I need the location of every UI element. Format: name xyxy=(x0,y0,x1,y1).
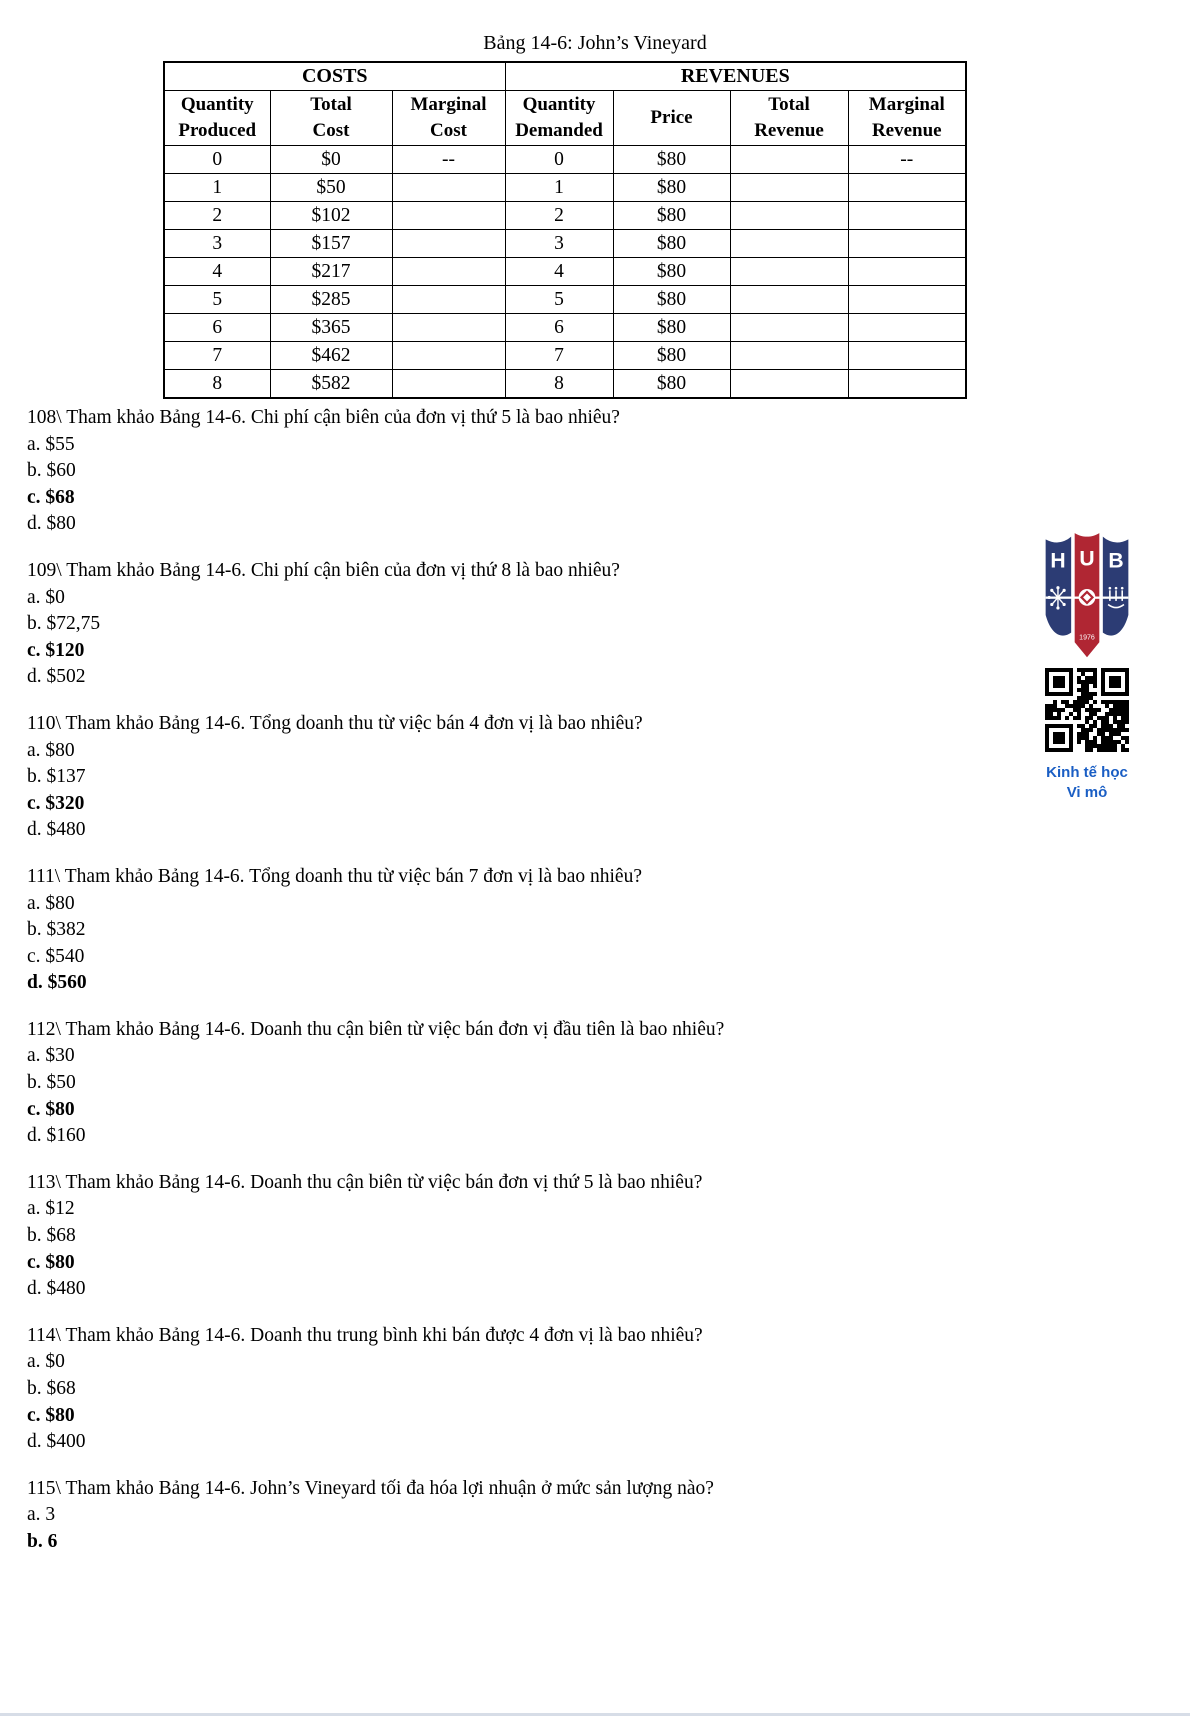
answer-option: b. $50 xyxy=(27,1072,76,1094)
table-cell: 1 xyxy=(505,174,613,202)
question-text: 115\ Tham khảo Bảng 14-6. John’s Vineyard tối đa hóa lợi nhuận ở mức sản lượng nào? xyxy=(27,1477,714,1499)
logo-caption-line1: Kinh tế học xyxy=(1046,764,1128,781)
question-108 xyxy=(27,405,1190,538)
logo-caption xyxy=(1032,763,1142,804)
diamond-emblem-icon xyxy=(1079,589,1096,606)
answer-option: a. 3 xyxy=(27,1504,56,1526)
logo-year: 1976 xyxy=(1079,634,1095,642)
answer-option: a. $0 xyxy=(27,586,65,608)
question-text: 112\ Tham khảo Bảng 14-6. Doanh thu cận biên từ việc bán đơn vị đầu tiên là bao nhiêu? xyxy=(27,1018,725,1040)
question-text: 111\ Tham khảo Bảng 14-6. Tổng doanh thu từ việc bán 7 đơn vị là bao nhiêu? xyxy=(27,865,642,887)
table-row xyxy=(164,202,966,230)
table-cell: $365 xyxy=(270,314,392,342)
table-cell xyxy=(392,230,505,258)
answer-option: b. $72,75 xyxy=(27,613,101,635)
logo-letter-h: H xyxy=(1050,549,1066,573)
answer-option: a. $30 xyxy=(27,1045,75,1067)
table-cell: $285 xyxy=(270,286,392,314)
answer-option: a. $55 xyxy=(27,433,75,455)
table-cell xyxy=(730,370,848,399)
table-cell: 8 xyxy=(505,370,613,399)
table-title: Bảng 14-6: John’s Vineyard xyxy=(483,32,707,54)
table-cell: 4 xyxy=(164,258,270,286)
question-113 xyxy=(27,1170,1190,1303)
hub-branding xyxy=(1032,527,1142,804)
answer-option: a. $80 xyxy=(27,739,75,761)
table-cell: $80 xyxy=(613,174,730,202)
table-cell: 6 xyxy=(505,314,613,342)
column-header-price: Price xyxy=(613,91,730,146)
table-cell: $0 xyxy=(270,146,392,174)
table-row xyxy=(164,342,966,370)
table-cell: $80 xyxy=(613,258,730,286)
qr-code xyxy=(1032,668,1142,757)
table-cell xyxy=(730,258,848,286)
column-header-total-cost: Total Cost xyxy=(270,91,392,146)
table-cell xyxy=(392,286,505,314)
answer-option: a. $80 xyxy=(27,892,75,914)
group-header-revenues: REVENUES xyxy=(505,62,966,91)
table-cell xyxy=(730,286,848,314)
question-text: 108\ Tham khảo Bảng 14-6. Chi phí cận biên của đơn vị thứ 5 là bao nhiêu? xyxy=(27,407,620,428)
table-cell: $80 xyxy=(613,314,730,342)
question-list xyxy=(0,405,1190,1556)
table-row xyxy=(164,286,966,314)
question-text: 110\ Tham khảo Bảng 14-6. Tổng doanh thu từ việc bán 4 đơn vị là bao nhiêu? xyxy=(27,712,643,734)
answer-option: b. $137 xyxy=(27,766,86,788)
table-cell: 2 xyxy=(505,202,613,230)
question-115 xyxy=(27,1476,1190,1556)
answer-option: c. $68 xyxy=(27,486,75,508)
table-cell: 6 xyxy=(164,314,270,342)
question-110 xyxy=(27,711,1190,844)
table-cell: $102 xyxy=(270,202,392,230)
table-cell: 0 xyxy=(505,146,613,174)
table-cell xyxy=(392,342,505,370)
answer-option: d. $480 xyxy=(27,1278,86,1300)
answer-option: c. $320 xyxy=(27,792,85,814)
table-cell xyxy=(392,258,505,286)
table-cell xyxy=(730,146,848,174)
table-row xyxy=(164,230,966,258)
answer-option: b. 6 xyxy=(27,1530,58,1552)
table-cell xyxy=(848,314,966,342)
table-cell xyxy=(848,202,966,230)
vineyard-table xyxy=(163,61,967,399)
answer-option: b. $60 xyxy=(27,460,76,482)
question-text: 114\ Tham khảo Bảng 14-6. Doanh thu trung bình khi bán được 4 đơn vị là bao nhiêu? xyxy=(27,1324,703,1346)
table-row xyxy=(164,258,966,286)
table-cell: $80 xyxy=(613,230,730,258)
table-cell xyxy=(848,370,966,399)
answer-option: a. $0 xyxy=(27,1351,65,1373)
table-cell xyxy=(392,174,505,202)
table-row xyxy=(164,314,966,342)
answer-option: d. $560 xyxy=(27,972,87,994)
table-cell xyxy=(730,314,848,342)
answer-option: b. $382 xyxy=(27,919,86,941)
hub-shield-logo xyxy=(1043,547,1131,663)
table-cell: $462 xyxy=(270,342,392,370)
column-header-quantity-produced: Quantity Produced xyxy=(164,91,270,146)
table-cell: 5 xyxy=(505,286,613,314)
table-cell: $582 xyxy=(270,370,392,399)
answer-option: c. $120 xyxy=(27,639,85,661)
vineyard-table-wrap xyxy=(163,61,1190,399)
column-header-marginal-revenue: Marginal Revenue xyxy=(848,91,966,146)
table-cell: $80 xyxy=(613,146,730,174)
table-cell: 8 xyxy=(164,370,270,399)
table-cell: 0 xyxy=(164,146,270,174)
table-cell: 1 xyxy=(164,174,270,202)
bridge-icon-dots xyxy=(1109,587,1124,590)
answer-option: a. $12 xyxy=(27,1198,75,1220)
table-cell xyxy=(848,230,966,258)
answer-option: b. $68 xyxy=(27,1225,76,1247)
table-cell: 2 xyxy=(164,202,270,230)
table-cell: $80 xyxy=(613,202,730,230)
table-cell: -- xyxy=(848,146,966,174)
table-cell xyxy=(392,370,505,399)
question-111 xyxy=(27,864,1190,997)
column-header-total-revenue: Total Revenue xyxy=(730,91,848,146)
table-cell: 7 xyxy=(164,342,270,370)
question-112 xyxy=(27,1017,1190,1150)
answer-option: c. $80 xyxy=(27,1404,75,1426)
logo-caption-line2: Vi mô xyxy=(1066,784,1108,802)
table-row xyxy=(164,174,966,202)
table-cell: $80 xyxy=(613,286,730,314)
table-cell: $80 xyxy=(613,342,730,370)
table-cell: $157 xyxy=(270,230,392,258)
table-cell xyxy=(848,286,966,314)
question-114 xyxy=(27,1323,1190,1456)
table-cell: $80 xyxy=(613,370,730,399)
table-cell xyxy=(848,174,966,202)
table-cell xyxy=(848,342,966,370)
table-cell xyxy=(392,202,505,230)
group-header-costs: COSTS xyxy=(164,62,505,91)
answer-option: c. $540 xyxy=(27,945,85,967)
answer-option: d. $80 xyxy=(27,513,76,535)
logo-letter-b: B xyxy=(1108,549,1124,573)
table-cell xyxy=(730,342,848,370)
column-header-marginal-cost: Marginal Cost xyxy=(392,91,505,146)
table-cell xyxy=(730,174,848,202)
table-cell: $217 xyxy=(270,258,392,286)
table-cell: 7 xyxy=(505,342,613,370)
answer-option: c. $80 xyxy=(27,1098,75,1120)
table-cell: 4 xyxy=(505,258,613,286)
table-cell xyxy=(730,230,848,258)
answer-option: d. $480 xyxy=(27,819,86,841)
table-row xyxy=(164,370,966,399)
table-cell xyxy=(848,258,966,286)
table-cell xyxy=(730,202,848,230)
table-cell: 3 xyxy=(505,230,613,258)
table-cell: 5 xyxy=(164,286,270,314)
answer-option: d. $502 xyxy=(27,666,86,688)
answer-option: d. $160 xyxy=(27,1125,86,1147)
table-cell xyxy=(392,314,505,342)
answer-option: c. $80 xyxy=(27,1251,75,1273)
table-row xyxy=(164,146,966,174)
logo-letter-u: U xyxy=(1079,547,1095,571)
answer-option: b. $68 xyxy=(27,1378,76,1399)
table-cell: $50 xyxy=(270,174,392,202)
table-cell: -- xyxy=(392,146,505,174)
column-header-quantity-demanded: Quantity Demanded xyxy=(505,91,613,146)
answer-option: d. $400 xyxy=(27,1431,86,1453)
question-109 xyxy=(27,558,1190,691)
question-text: 113\ Tham khảo Bảng 14-6. Doanh thu cận biên từ việc bán đơn vị thứ 5 là bao nhiêu? xyxy=(27,1171,703,1193)
table-cell: 3 xyxy=(164,230,270,258)
question-text: 109\ Tham khảo Bảng 14-6. Chi phí cận biên của đơn vị thứ 8 là bao nhiêu? xyxy=(27,559,620,581)
